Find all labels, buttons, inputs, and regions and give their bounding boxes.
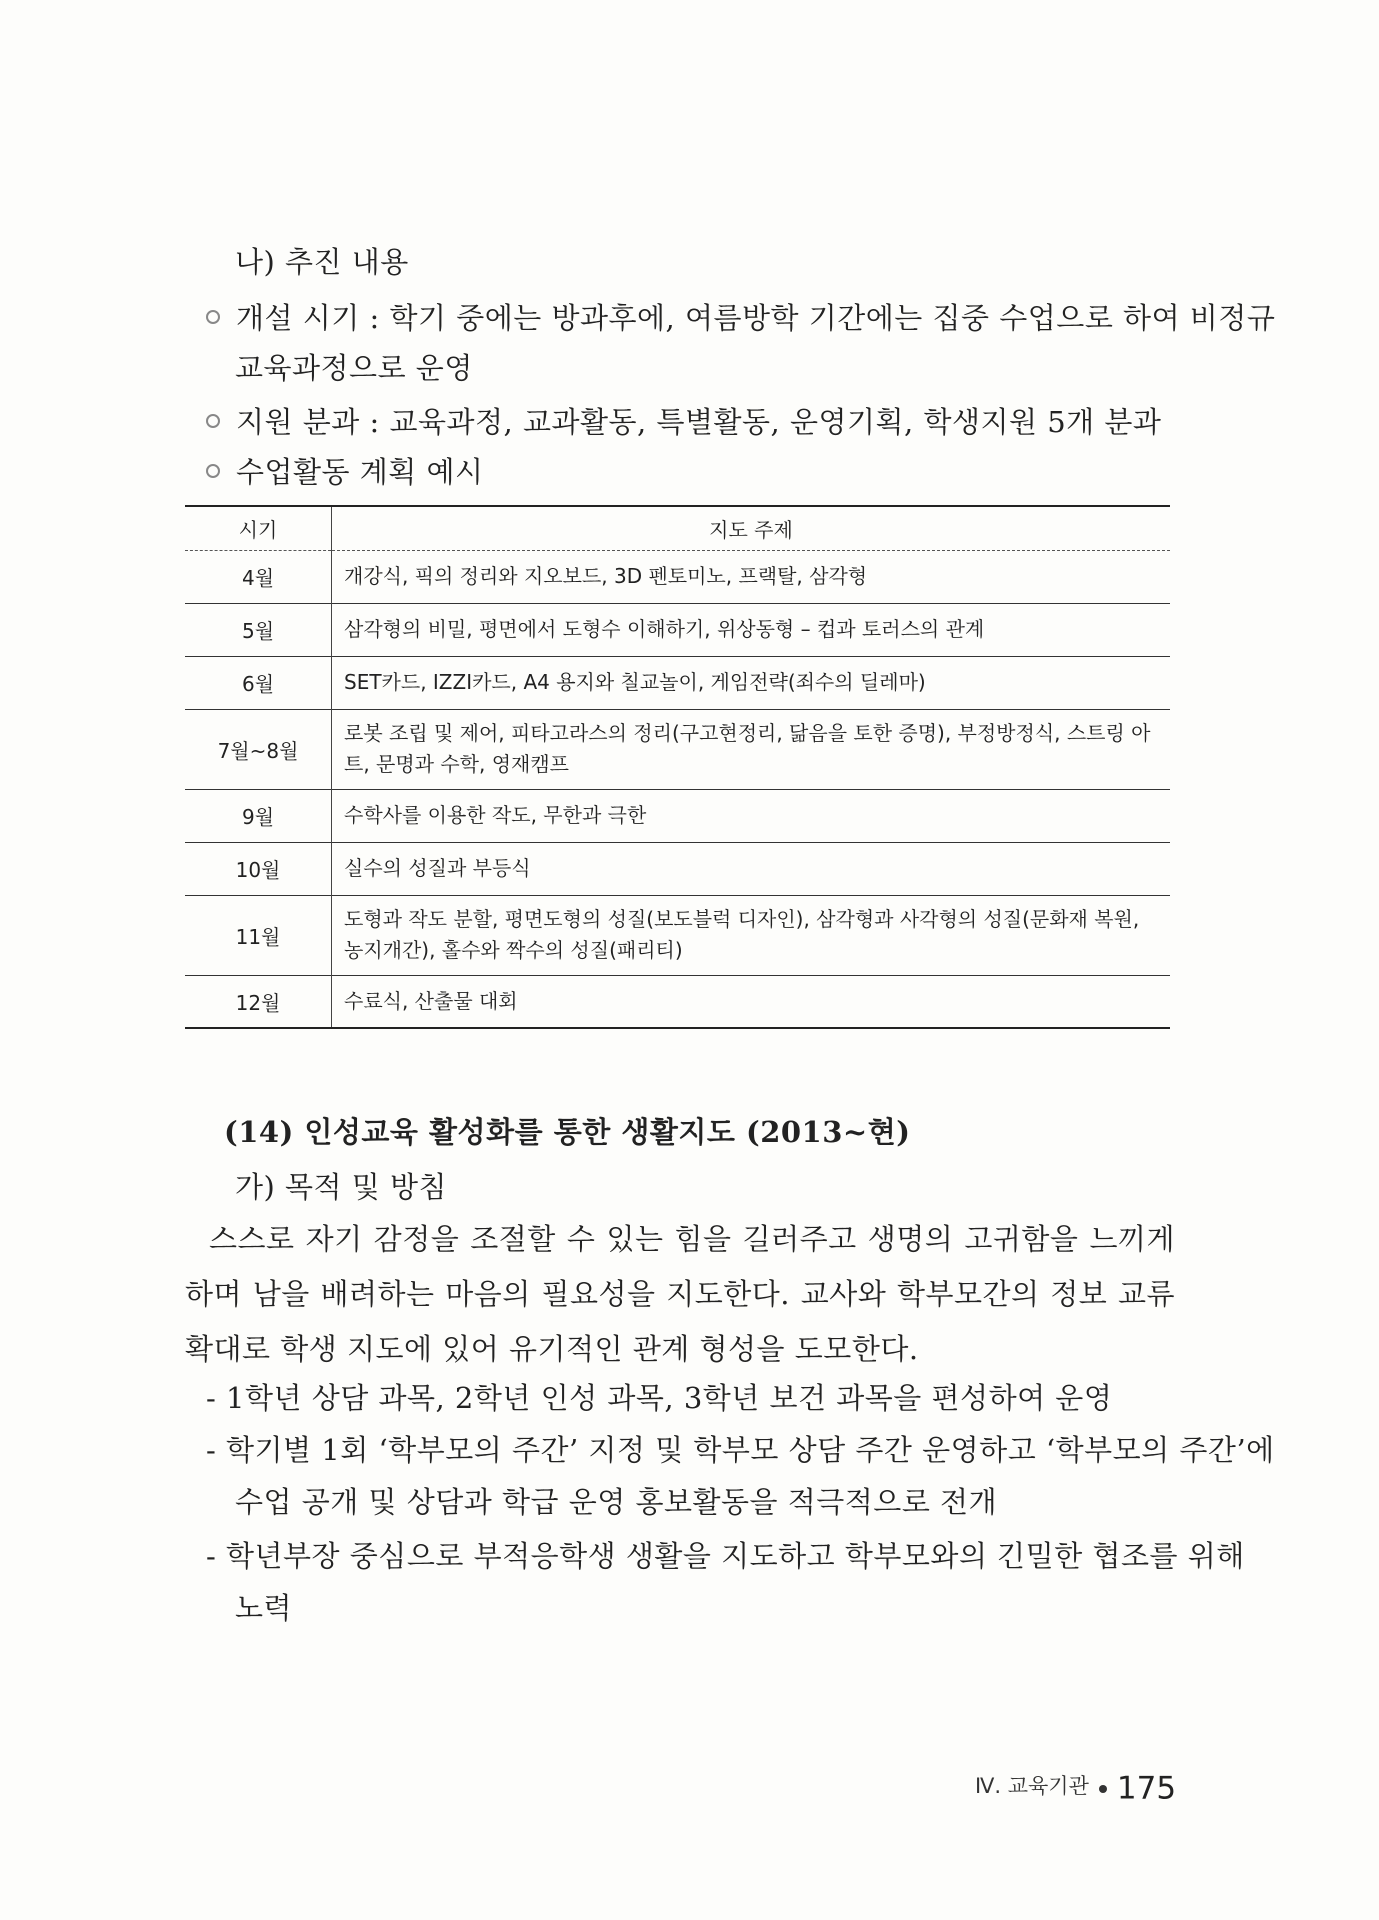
bullet-icon — [206, 414, 220, 428]
list-item: - 1학년 상담 과목, 2학년 인성 과목, 3학년 보건 과목을 편성하여 운영 — [206, 1381, 1113, 1415]
list-item: - 학기별 1회 ‘학부모의 주간’ 지정 및 학부모 상담 주간 운영하고 ‘학부모의 주간’에 — [206, 1433, 1275, 1467]
bullet-icon — [206, 464, 220, 478]
bullet-text: 개설 시기 : 학기 중에는 방과후에, 여름방학 기간에는 집중 수업으로 하여 비정규 — [236, 301, 1276, 335]
bullet-text: 수업활동 계획 예시 — [236, 455, 484, 489]
period-cell: 5월 — [185, 603, 332, 656]
topic-cell: 로봇 조립 및 제어, 피타고라스의 정리(구고현정리, 닮음을 토한 증명), 부정방정식, 스트링 아트, 문명과 수학, 영재캠프 — [344, 721, 1151, 776]
table-row — [185, 550, 1170, 603]
topic-cell: 수료식, 산출물 대회 — [344, 988, 518, 1013]
topic-cell: 개강식, 픽의 정리와 지오보드, 3D 펜토미노, 프랙탈, 삼각형 — [344, 564, 868, 588]
bullet-separator-icon — [1099, 1785, 1107, 1793]
period-cell: 12월 — [185, 975, 332, 1028]
footer-section-label: Ⅳ. 교육기관 — [975, 1774, 1089, 1798]
topic-cell: 수학사를 이용한 작도, 무한과 극한 — [344, 803, 647, 827]
bullet-item — [206, 296, 1275, 337]
period-cell: 10월 — [185, 842, 332, 895]
list-item: - 학년부장 중심으로 부적응학생 생활을 지도하고 학부모와의 긴밀한 협조를 위해 — [206, 1539, 1245, 1573]
purpose-paragraph: 스스로 자기 감정을 조절할 수 있는 힘을 길러주고 생명의 고귀함을 느끼게 하며 남을 배려하는 마음의 필요성을 지도한다. 교사와 학부모간의 정보 교류 확대로 학생 지도에 있어 유기적인 관계 형성을 도모한다. — [185, 1222, 1175, 1366]
table-row — [185, 895, 1170, 975]
table-header-row — [185, 506, 1170, 550]
topic-cell: 삼각형의 비밀, 평면에서 도형수 이해하기, 위상동형 – 컵과 토러스의 관계 — [344, 617, 985, 641]
period-cell: 7월~8월 — [185, 709, 332, 789]
period-cell: 9월 — [185, 789, 332, 842]
table-row — [185, 789, 1170, 842]
bullet-continuation: 교육과정으로 운영 — [235, 351, 473, 385]
bullet-item — [206, 450, 484, 491]
topic-cell: 도형과 작도 분할, 평면도형의 성질(보도블럭 디자인), 삼각형과 사각형의 성질(문화재 복원, 농지개간), 홀수와 짝수의 성질(패리티) — [344, 907, 1140, 962]
period-cell: 11월 — [185, 895, 332, 975]
topic-cell: 실수의 성질과 부등식 — [344, 856, 531, 880]
period-cell: 6월 — [185, 656, 332, 709]
period-cell: 4월 — [185, 550, 332, 603]
page-footer — [975, 1770, 1175, 1807]
list-item-continuation: 노력 — [235, 1591, 293, 1625]
bullet-item — [206, 400, 1161, 441]
table-row — [185, 656, 1170, 709]
column-header-period: 시기 — [185, 506, 332, 550]
topic-cell: SET카드, IZZI카드, A4 용지와 칠교놀이, 게임전략(죄수의 딜레마) — [344, 670, 926, 694]
table-row — [185, 603, 1170, 656]
column-header-topic: 지도 주제 — [709, 517, 793, 542]
bullet-icon — [206, 310, 220, 324]
bullet-text: 지원 분과 : 교육과정, 교과활동, 특별활동, 운영기획, 학생지원 5개 분과 — [236, 405, 1162, 439]
table-row — [185, 842, 1170, 895]
list-item-continuation: 수업 공개 및 상담과 학급 운영 홍보활동을 적극적으로 전개 — [235, 1485, 998, 1519]
lesson-plan-table — [185, 505, 1170, 1029]
section-14-heading: (14) 인성교육 활성화를 통한 생활지도 (2013~현) — [224, 1115, 911, 1149]
table-row — [185, 709, 1170, 789]
table-row — [185, 975, 1170, 1028]
section-14-subheading: 가) 목적 및 방침 — [235, 1170, 448, 1204]
section-b-title: 나) 추진 내용 — [235, 245, 409, 279]
page-number: 175 — [1116, 1770, 1177, 1807]
